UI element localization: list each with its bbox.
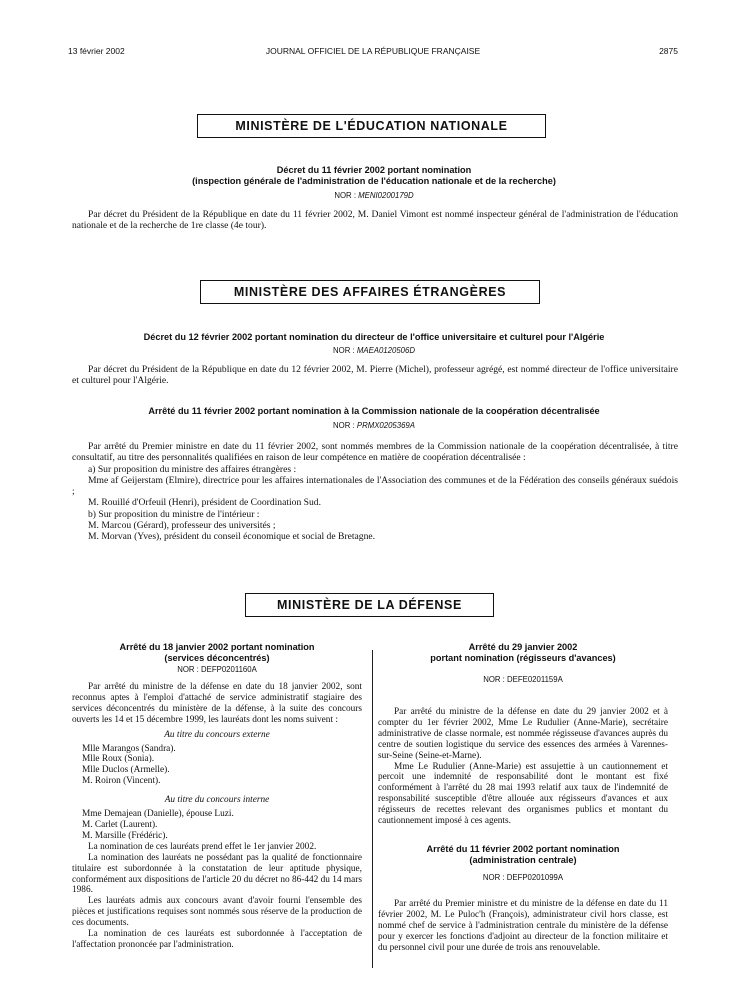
arrete-intro: Par arrêté du ministre de la défense en date du 18 janvier 2002, sont reconnus aptes à l'emploi d'attaché de service administratif stagiaire des services déconcentrés du ministère de la défense, à la suite des concours ouverts les 14 et 15 décembre 1999, les lauréats dont les noms suivent : [72, 682, 362, 725]
nor-label: NOR : [482, 873, 505, 882]
column-divider [372, 650, 373, 968]
arrete-title-line2: (administration centrale) [469, 854, 577, 865]
nor-code: MAEA0120506D [356, 346, 415, 355]
decree-title-line1: Décret du 11 février 2002 portant nomination [276, 165, 472, 175]
arrete-title: Arrêté du 11 février 2002 portant nomination à la Commission nationale de la coopération décentralisée [148, 406, 600, 416]
proposal-b: b) Sur proposition du ministre de l'intérieur : [88, 508, 260, 520]
nor-reference [378, 873, 668, 883]
member-entry: M. Rouillé d'Orfeuil (Henri), président de Coordination Sud. [88, 497, 322, 509]
arrete-title [378, 642, 668, 663]
arrete-paragraph: La nomination de ces lauréats prend effet le 1er janvier 2002. [88, 841, 317, 852]
nor-reference [60, 421, 688, 431]
arrete-paragraph: La nomination des lauréats ne possédant pas la qualité de fonctionnaire titulaire est subordonnée à la constatation de leur aptitude physique, conformément aux dispositions de l'article 20 du décret no 86-442 du 14 mars 1986. [72, 852, 362, 896]
laureate-name: Mlle Duclos (Armelle). [82, 765, 170, 776]
nor-code: DEFE0201159A [507, 675, 563, 684]
decree-title [60, 165, 688, 187]
decree-body [72, 364, 678, 387]
arrete-body [72, 441, 678, 543]
running-header [68, 46, 678, 60]
header-journal-title: JOURNAL OFFICIEL DE LA RÉPUBLIQUE FRANÇAISE [265, 46, 481, 56]
nor-reference [60, 191, 688, 201]
decree-body [72, 209, 678, 232]
arrete-title-line1: Arrêté du 11 février 2002 portant nomination [426, 844, 620, 854]
nor-reference [378, 675, 668, 685]
ministry-heading-foreign-affairs: MINISTÈRE DES AFFAIRES ÉTRANGÈRES [200, 280, 540, 304]
member-entry: Mme af Geijerstam (Elmire), directrice pour les affaires internationales de l'Association des communes et de la Fédération des conseils généraux suédois ; [72, 474, 678, 498]
decree-paragraph: Par décret du Président de la République en date du 12 février 2002, M. Pierre (Michel), professeur agrégé, est nommé directeur de l'office universitaire et culturel pour l'Algérie. [72, 364, 678, 387]
decree-title-line2: (inspection générale de l'administration de l'éducation nationale et de la recherche) [192, 176, 556, 186]
arrete-title-line1: Arrêté du 18 janvier 2002 portant nomination [119, 642, 315, 652]
arrete-intro: Par arrêté du Premier ministre en date du 11 février 2002, sont nommés membres de la Commission nationale de la coopération décentralisée, à titre consultatif, au titre des personnalités qualifiées en raison de leur compétence en matière de coopération décentralisée : [72, 441, 678, 464]
header-page-number: 2875 [659, 46, 678, 56]
arrete-paragraph: Les lauréats admis aux concours avant d'avoir fourni l'ensemble des pièces et justifications requises sont nommés sous réserve de la production de ces documents. [72, 896, 362, 929]
arrete-paragraph: Par arrêté du ministre de la défense en date du 29 janvier 2002 et à compter du 1er février 2002, Mme Le Rudulier (Anne-Marie), secrétaire administrative de classe normale, est nommée régisseuse d'avances auprès du centre de soutien logistique du service des essences des armées à Varennes-sur-Seine (Seine-et-Marne). [378, 707, 668, 761]
laureate-name: M. Marsille (Frédéric). [82, 830, 168, 841]
laureate-name: Mlle Marangos (Sandra). [82, 743, 176, 754]
concours-externe-heading: Au titre du concours externe [164, 729, 270, 740]
ministry-heading-defense: MINISTÈRE DE LA DÉFENSE [245, 593, 494, 617]
arrete-title-line1: Arrêté du 29 janvier 2002 [468, 642, 578, 652]
decree-paragraph: Par décret du Président de la République en date du 11 février 2002, M. Daniel Vimont est nommé inspecteur général de l'administration de l'éducation nationale et de la recherche de 1re classe (4e tour). [72, 209, 678, 232]
nor-code: PRMX0205369A [356, 421, 415, 430]
laureate-name: Mme Demajean (Danielle), épouse Luzi. [82, 809, 234, 820]
nor-label: NOR : [483, 675, 505, 684]
nor-reference [72, 665, 362, 675]
left-column [72, 642, 362, 951]
arrete-title-line2: portant nomination (régisseurs d'avances) [430, 652, 616, 663]
arrete-paragraph: La nomination de ces lauréats est subordonnée à l'acceptation de l'affectation prononcée par l'administration. [72, 929, 362, 950]
proposal-a: a) Sur proposition du ministre des affaires étrangères : [88, 463, 297, 475]
header-date: 13 février 2002 [68, 46, 125, 56]
nor-label: NOR : [333, 421, 355, 430]
arrete-paragraph: Mme Le Rudulier (Anne-Marie) est assujettie à un cautionnement et percoit une indemnité de responsabilité dont le montant est fixé conformément à l'arrêté du 28 mai 1993 relatif aux taux de l'indemnité de responsabilité susceptible d'être allouée aux régisseurs d'avances et aux régisseurs de recettes relevant des organismes publics et montant du cautionnement imposé à ces agents. [378, 761, 668, 827]
laureate-name: M. Carlet (Laurent). [82, 819, 158, 830]
nor-reference [60, 346, 688, 356]
nor-label: NOR : [333, 346, 355, 355]
arrete-title [72, 642, 362, 663]
member-entry: M. Marcou (Gérard), professeur des universités ; [88, 520, 276, 532]
nor-code: MENI0200179D [358, 191, 414, 200]
laureate-name: M. Roiron (Vincent). [82, 776, 161, 787]
decree-title: Décret du 12 février 2002 portant nomination du directeur de l'office universitaire et culturel pour l'Algérie [143, 332, 605, 342]
concours-interne-heading: Au titre du concours interne [164, 795, 270, 806]
nor-code: DEFP0201160A [201, 665, 257, 674]
right-column-arrete-regisseurs [378, 642, 668, 827]
member-entry: M. Morvan (Yves), président du conseil économique et social de Bretagne. [88, 531, 376, 543]
nor-code: DEFP0201099A [506, 873, 564, 882]
arrete-paragraph: Par arrêté du Premier ministre et du ministre de la défense en date du 11 février 2002, M. Le Puloc'h (François), administrateur civil hors classe, est nommé chef de service à l'administration centrale du ministère de la défense pour y exercer les fonctions d'adjoint au directeur de la fonction militaire et du personnel civil pour une durée de trois ans renouvelable. [378, 899, 668, 953]
laureate-name: Mlle Roux (Sonia). [82, 754, 155, 765]
right-column-arrete-administration [378, 844, 668, 954]
arrete-title-line2: (services déconcentrés) [164, 652, 270, 663]
nor-label: NOR : [334, 191, 356, 200]
nor-label: NOR : [177, 665, 199, 674]
ministry-heading-education: MINISTÈRE DE L'ÉDUCATION NATIONALE [197, 114, 546, 138]
arrete-title [378, 844, 668, 865]
